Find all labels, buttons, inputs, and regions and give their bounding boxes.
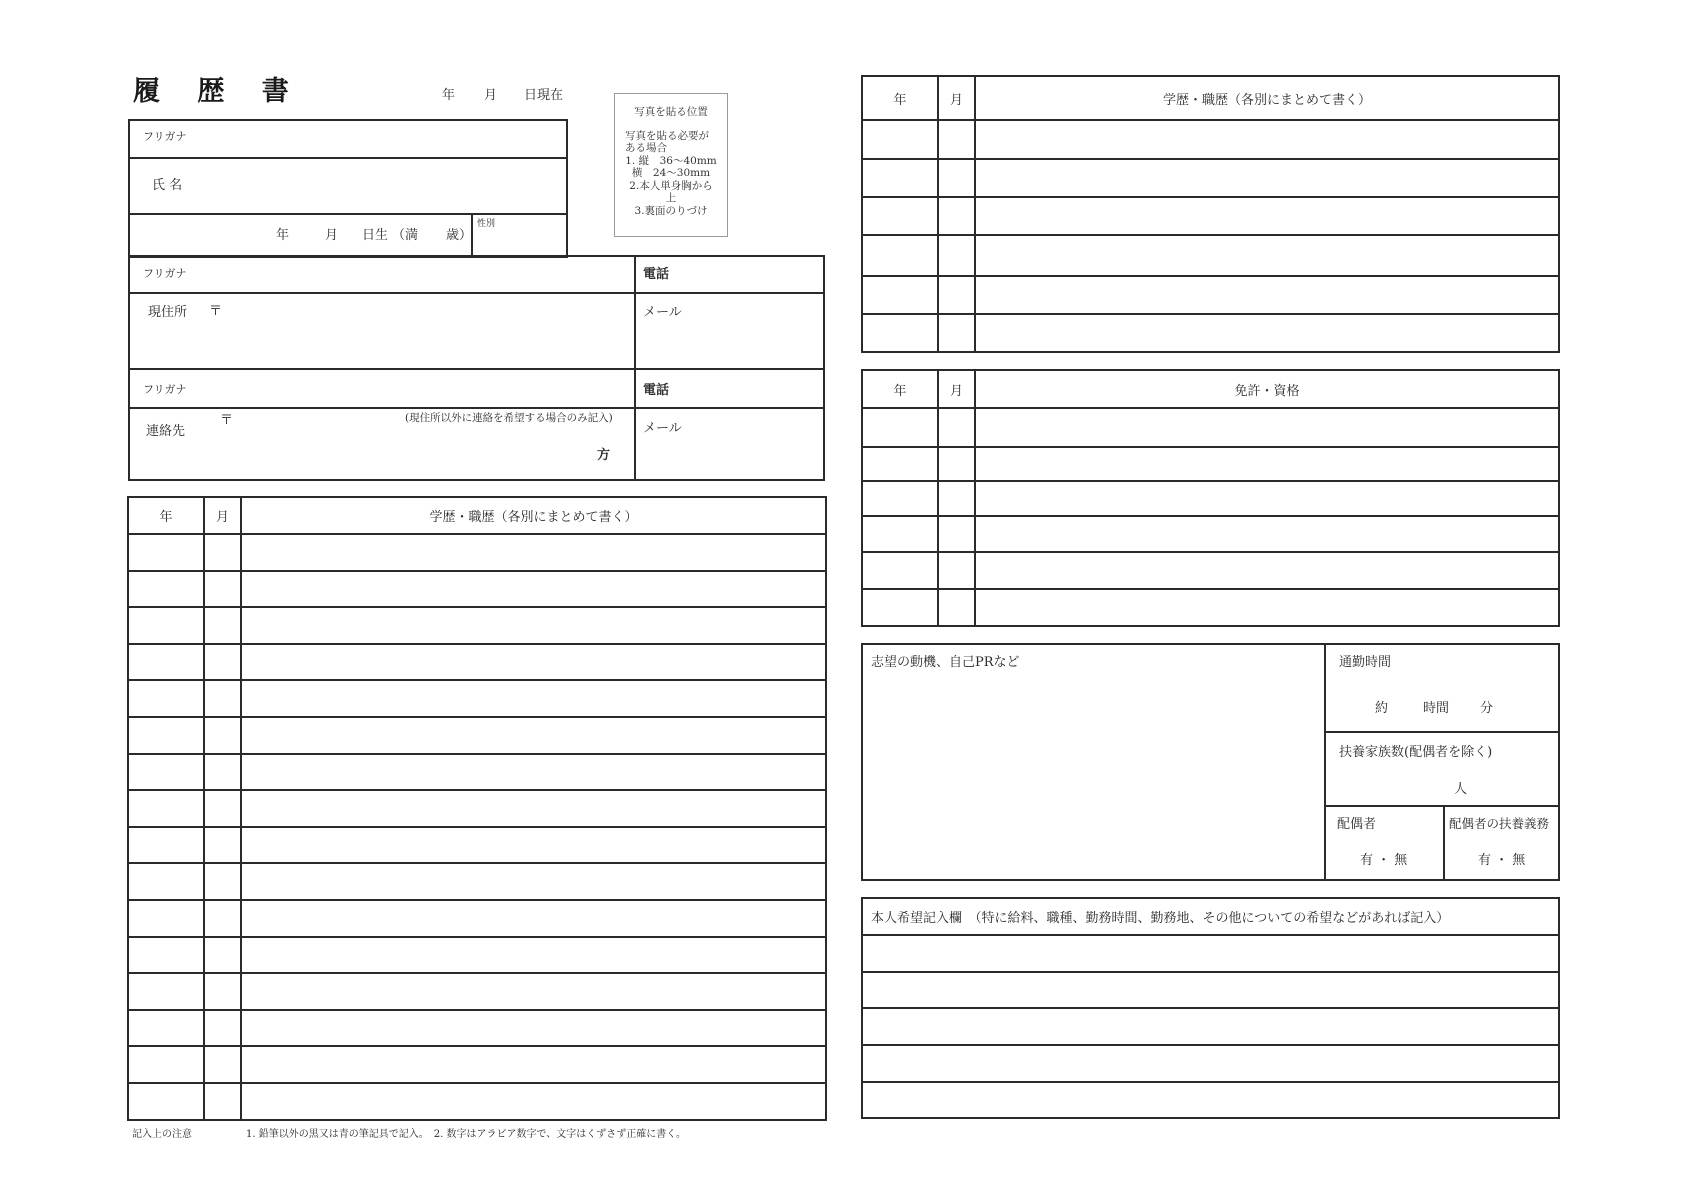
month-cell[interactable]: [204, 717, 241, 754]
table-row: [862, 589, 1559, 626]
year-cell[interactable]: [862, 516, 938, 552]
month-cell[interactable]: [204, 863, 241, 900]
wishes-line[interactable]: [862, 1008, 1559, 1045]
divider: [128, 407, 825, 409]
month-cell[interactable]: [938, 516, 975, 552]
motivation-label: 志望の動機、自己PRなど: [871, 655, 1020, 670]
address-phone-label: 電話: [643, 267, 670, 282]
table-row: [862, 447, 1559, 481]
photo-line: 3.裏面のりづけ: [634, 204, 708, 217]
month-cell[interactable]: [938, 276, 975, 314]
detail-cell[interactable]: [241, 717, 826, 754]
table-header-row: [128, 497, 826, 534]
photo-line: 1. 縦 36～40mm: [625, 154, 717, 167]
photo-line: 横 24～30mm: [631, 167, 711, 179]
col-month-header: 月: [204, 497, 241, 534]
col-year-header: 年: [862, 76, 938, 120]
divider: [128, 213, 568, 215]
name-furigana-label: フリガナ: [143, 130, 187, 143]
postal-mark-icon: 〒: [209, 304, 223, 319]
contact-furigana-label: フリガナ: [143, 383, 187, 396]
detail-cell[interactable]: [975, 235, 1559, 276]
detail-cell[interactable]: [241, 1083, 826, 1120]
detail-cell[interactable]: [241, 1010, 826, 1047]
detail-cell[interactable]: [975, 408, 1559, 447]
commute-hours-label: 時間: [1423, 701, 1450, 716]
detail-cell[interactable]: [241, 937, 826, 974]
contact-mail-input[interactable]: [640, 438, 820, 478]
detail-cell[interactable]: [241, 534, 826, 571]
month-cell[interactable]: [204, 534, 241, 571]
contact-furigana-input[interactable]: [220, 371, 630, 405]
month-cell[interactable]: [204, 973, 241, 1010]
month-cell[interactable]: [204, 680, 241, 717]
divider: [1324, 643, 1326, 881]
address-furigana-label: フリガナ: [143, 267, 187, 280]
year-cell[interactable]: [862, 120, 938, 159]
table-row: [862, 481, 1559, 516]
detail-cell[interactable]: [975, 589, 1559, 626]
photo-line: 2.本人単身胸から: [629, 179, 713, 192]
spouse-label: 配偶者: [1337, 817, 1377, 832]
year-cell[interactable]: [128, 754, 204, 791]
date-month-label: 月: [484, 88, 498, 103]
month-cell[interactable]: [204, 900, 241, 937]
age-close-label: 歳）: [446, 228, 473, 243]
year-cell[interactable]: [862, 481, 938, 516]
table-row: [128, 680, 826, 717]
photo-line: 写真を貼る必要が: [625, 129, 709, 142]
commute-approx-label: 約: [1375, 701, 1389, 716]
detail-cell[interactable]: [975, 276, 1559, 314]
table-row: [128, 1046, 826, 1083]
col-year-header: 年: [862, 370, 938, 408]
table-row: [862, 197, 1559, 235]
year-cell[interactable]: [862, 159, 938, 197]
month-cell[interactable]: [204, 1083, 241, 1120]
detail-cell[interactable]: [975, 516, 1559, 552]
table-row: [862, 408, 1559, 447]
table-header-row: [862, 898, 1559, 935]
wishes-label: 本人希望記入欄 （特に給料、職種、勤務時間、勤務地、その他についての希望などがあれば記入）: [862, 898, 1559, 935]
name-furigana-input[interactable]: [220, 124, 560, 152]
table-row: [128, 900, 826, 937]
table-row: [128, 717, 826, 754]
table-header-row: [862, 370, 1559, 408]
detail-cell[interactable]: [975, 552, 1559, 589]
table-row: [128, 937, 826, 974]
table-row: [862, 235, 1559, 276]
history-table-left: [127, 496, 827, 1121]
photo-placeholder[interactable]: [614, 93, 728, 237]
month-cell[interactable]: [204, 937, 241, 974]
table-header-row: [862, 76, 1559, 120]
postal-mark-icon: 〒: [220, 413, 234, 428]
year-cell[interactable]: [862, 589, 938, 626]
month-cell[interactable]: [938, 235, 975, 276]
month-cell[interactable]: [204, 571, 241, 608]
motivation-input[interactable]: [866, 676, 1320, 876]
table-row: [862, 276, 1559, 314]
month-cell[interactable]: [204, 1010, 241, 1047]
table-row: [128, 1083, 826, 1120]
divider: [1324, 731, 1560, 733]
detail-cell[interactable]: [241, 790, 826, 827]
detail-cell[interactable]: [241, 607, 826, 644]
table-row: [128, 607, 826, 644]
table-row: [862, 1082, 1559, 1118]
contact-phone-input[interactable]: [680, 371, 820, 405]
year-cell[interactable]: [128, 607, 204, 644]
wishes-line[interactable]: [862, 972, 1559, 1008]
year-cell[interactable]: [128, 571, 204, 608]
year-cell[interactable]: [862, 552, 938, 589]
col-month-header: 月: [938, 76, 975, 120]
detail-cell[interactable]: [241, 571, 826, 608]
gender-label: 性別: [477, 219, 496, 229]
year-cell[interactable]: [128, 644, 204, 681]
table-row: [128, 863, 826, 900]
contact-suffix: 方: [597, 448, 611, 463]
year-cell[interactable]: [128, 1010, 204, 1047]
col-detail-header: 学歴・職歴（各別にまとめて書く）: [241, 497, 826, 534]
detail-cell[interactable]: [241, 863, 826, 900]
year-cell[interactable]: [128, 680, 204, 717]
table-row: [862, 120, 1559, 159]
table-row: [128, 1010, 826, 1047]
detail-cell[interactable]: [241, 900, 826, 937]
table-row: [128, 973, 826, 1010]
year-cell[interactable]: [128, 900, 204, 937]
spouse-options[interactable]: 有 ・ 無: [1360, 853, 1408, 868]
address-label: 現住所: [148, 305, 188, 320]
wishes-line[interactable]: [862, 935, 1559, 972]
table-row: [128, 754, 826, 791]
divider: [128, 292, 825, 294]
table-row: [862, 1045, 1559, 1082]
month-cell[interactable]: [938, 552, 975, 589]
table-row: [128, 534, 826, 571]
date-day-label: 日現在: [524, 88, 564, 103]
spouse-support-options[interactable]: 有 ・ 無: [1478, 853, 1526, 868]
divider: [128, 157, 568, 159]
detail-cell[interactable]: [975, 481, 1559, 516]
detail-cell[interactable]: [241, 644, 826, 681]
year-cell[interactable]: [128, 790, 204, 827]
year-cell[interactable]: [862, 408, 938, 447]
divider: [128, 368, 825, 370]
detail-cell[interactable]: [241, 973, 826, 1010]
commute-minutes-label: 分: [1480, 701, 1494, 716]
col-detail-header: 学歴・職歴（各別にまとめて書く）: [975, 76, 1559, 120]
table-row: [862, 552, 1559, 589]
wishes-table: [861, 897, 1560, 1119]
name-input[interactable]: [220, 164, 560, 208]
document-title: 履 歴 書: [133, 76, 303, 107]
dependents-label: 扶養家族数(配偶者を除く): [1339, 745, 1493, 760]
wishes-line[interactable]: [862, 1082, 1559, 1118]
detail-cell[interactable]: [975, 159, 1559, 197]
month-cell[interactable]: [938, 447, 975, 481]
month-cell[interactable]: [204, 827, 241, 864]
address-phone-input[interactable]: [680, 258, 820, 290]
photo-line: 上: [665, 192, 677, 204]
table-row: [862, 972, 1559, 1008]
col-detail-header: 免許・資格: [975, 370, 1559, 408]
month-cell[interactable]: [938, 197, 975, 235]
month-cell[interactable]: [938, 481, 975, 516]
year-cell[interactable]: [128, 863, 204, 900]
notes-text: 1. 鉛筆以外の黒又は青の筆記具で記入。 2. 数字はアラビア数字で、文字はくずさず正確に書く。: [246, 1129, 687, 1140]
contact-mail-label: メール: [643, 421, 682, 436]
month-cell[interactable]: [204, 607, 241, 644]
contact-label: 連絡先: [146, 424, 186, 439]
divider: [1443, 805, 1445, 881]
wishes-line[interactable]: [862, 1045, 1559, 1082]
photo-title: 写真を貼る位置: [634, 106, 708, 118]
year-cell[interactable]: [128, 973, 204, 1010]
commute-label: 通勤時間: [1339, 655, 1392, 670]
contact-phone-label: 電話: [643, 383, 670, 398]
month-cell[interactable]: [938, 408, 975, 447]
address-furigana-input[interactable]: [220, 258, 630, 290]
divider: [1324, 805, 1560, 807]
year-cell[interactable]: [128, 534, 204, 571]
notes-label: 記入上の注意: [132, 1129, 192, 1140]
table-row: [862, 516, 1559, 552]
table-row: [128, 827, 826, 864]
address-mail-input[interactable]: [640, 322, 820, 366]
month-cell[interactable]: [204, 644, 241, 681]
contact-input[interactable]: [225, 428, 590, 476]
name-label: 氏 名: [152, 178, 183, 193]
table-row: [862, 1008, 1559, 1045]
year-cell[interactable]: [128, 937, 204, 974]
detail-cell[interactable]: [241, 827, 826, 864]
col-month-header: 月: [938, 370, 975, 408]
month-cell[interactable]: [938, 589, 975, 626]
year-cell[interactable]: [862, 447, 938, 481]
gender-field[interactable]: [474, 216, 566, 256]
table-row: [128, 790, 826, 827]
year-cell[interactable]: [862, 197, 938, 235]
address-input[interactable]: [225, 296, 630, 366]
month-cell[interactable]: [204, 790, 241, 827]
table-row: [128, 644, 826, 681]
table-row: [862, 314, 1559, 352]
detail-cell[interactable]: [241, 680, 826, 717]
year-cell[interactable]: [862, 314, 938, 352]
year-cell[interactable]: [862, 235, 938, 276]
month-cell[interactable]: [204, 1046, 241, 1083]
detail-cell[interactable]: [975, 447, 1559, 481]
month-cell[interactable]: [938, 159, 975, 197]
table-row: [862, 159, 1559, 197]
licenses-table: [861, 369, 1560, 627]
detail-cell[interactable]: [241, 754, 826, 791]
year-cell[interactable]: [128, 827, 204, 864]
address-mail-label: メール: [643, 305, 682, 320]
detail-cell[interactable]: [241, 1046, 826, 1083]
dependents-input[interactable]: [1328, 766, 1556, 802]
contact-note: (現住所以外に連絡を希望する場合のみ記入): [405, 412, 613, 424]
history-table-right: [861, 75, 1560, 353]
birth-year-label: 年: [276, 228, 290, 243]
date-year-label: 年: [442, 88, 456, 103]
year-cell[interactable]: [128, 717, 204, 754]
col-year-header: 年: [128, 497, 204, 534]
month-cell[interactable]: [938, 120, 975, 159]
age-open-label: （満: [392, 228, 419, 243]
table-row: [128, 571, 826, 608]
photo-line: ある場合: [625, 142, 667, 154]
commute-input[interactable]: [1328, 676, 1556, 728]
table-row: [862, 935, 1559, 972]
detail-cell[interactable]: [975, 197, 1559, 235]
month-cell[interactable]: [938, 314, 975, 352]
dependents-unit: 人: [1454, 782, 1468, 797]
birth-day-label: 日生: [362, 228, 389, 243]
detail-cell[interactable]: [975, 120, 1559, 159]
year-cell[interactable]: [862, 276, 938, 314]
year-cell[interactable]: [128, 1083, 204, 1120]
year-cell[interactable]: [128, 1046, 204, 1083]
spouse-support-label: 配偶者の扶養義務: [1449, 816, 1550, 831]
detail-cell[interactable]: [975, 314, 1559, 352]
birth-month-label: 月: [325, 228, 339, 243]
month-cell[interactable]: [204, 754, 241, 791]
